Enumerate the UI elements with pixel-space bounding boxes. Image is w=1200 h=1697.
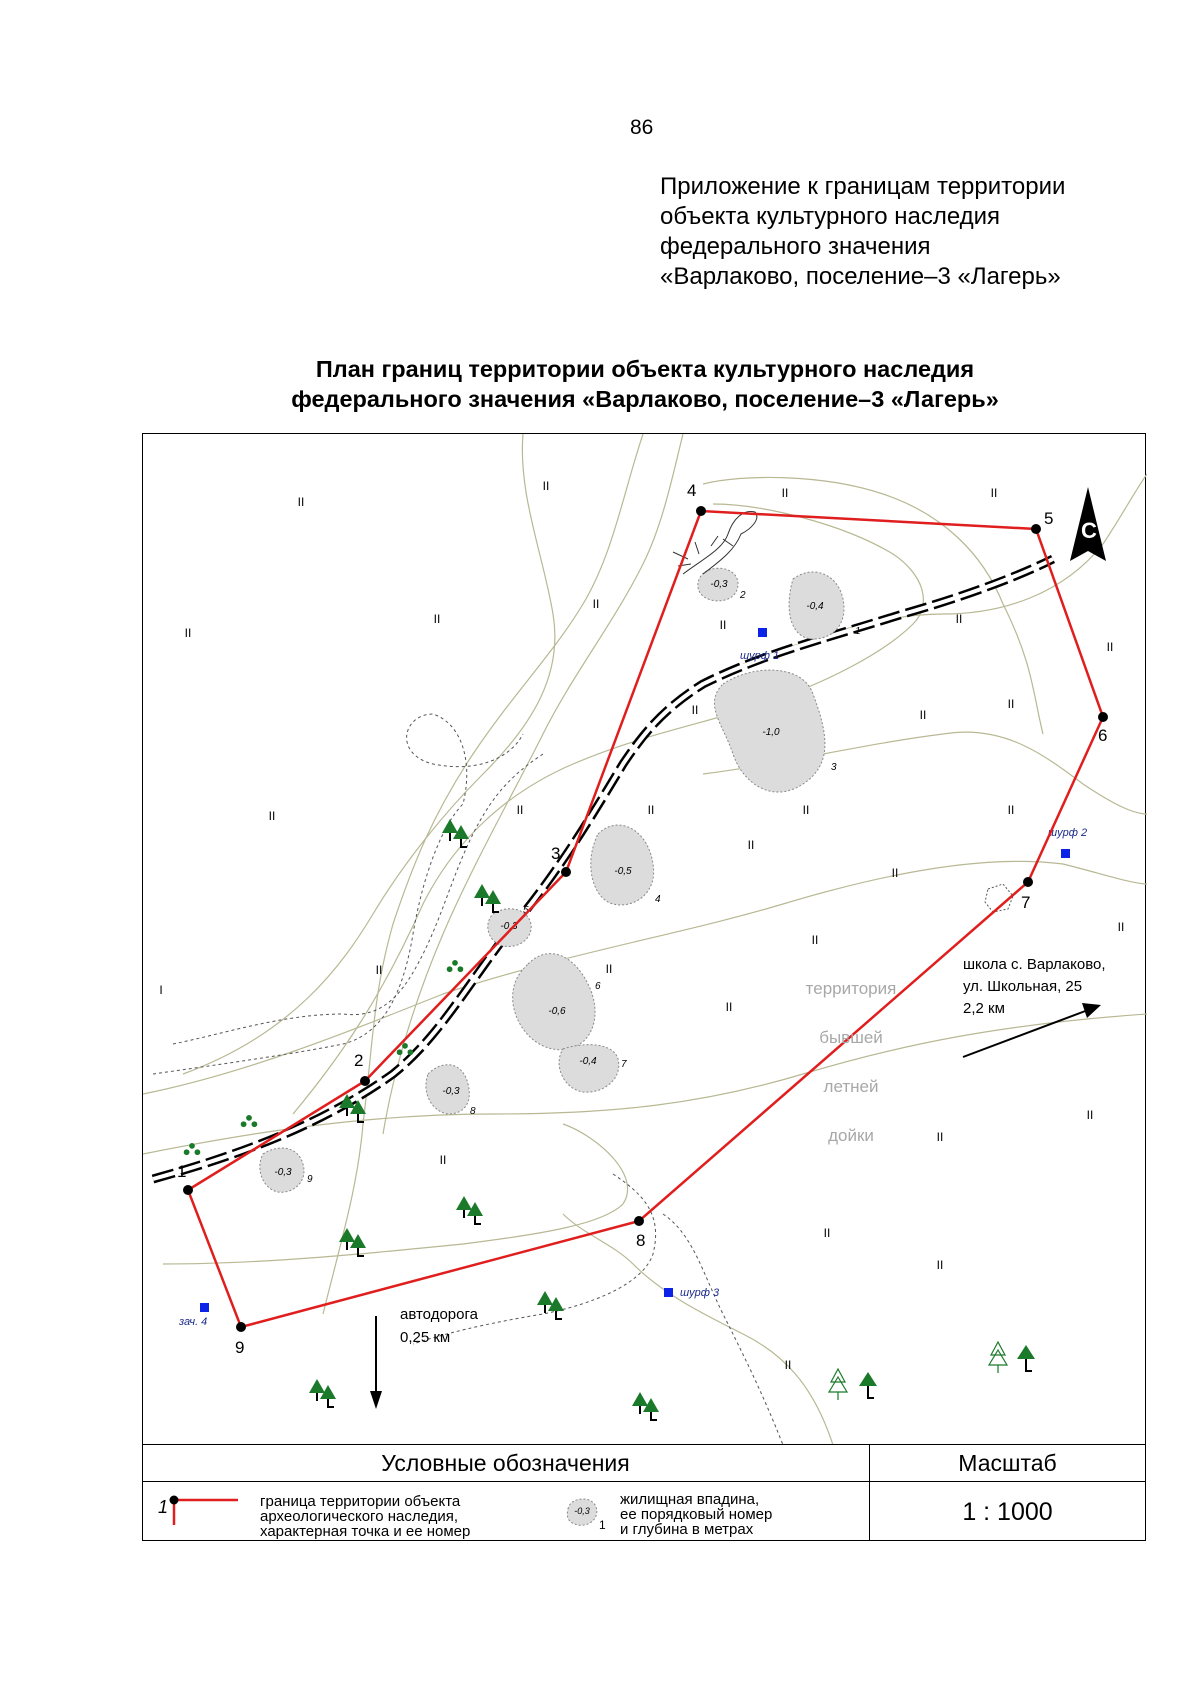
pit-depth: -0,4 xyxy=(579,1056,597,1067)
bush-icon xyxy=(447,960,464,972)
meadow-symbol: II xyxy=(936,1130,944,1144)
meadow-symbol: II xyxy=(811,933,819,947)
tree-icon xyxy=(632,1392,659,1421)
north-arrow-icon xyxy=(1070,487,1106,561)
tree-icon xyxy=(442,819,469,848)
meadow-symbol: II xyxy=(433,612,441,626)
meadow-symbol: II xyxy=(268,809,276,823)
point-label: 7 xyxy=(1021,893,1031,912)
tree-icon xyxy=(1017,1345,1035,1359)
pit-depth: -0,3 xyxy=(710,579,728,590)
arrow-head-icon xyxy=(1082,1003,1101,1018)
boundary-legend-text: граница территории объекта археологического наследия, характерная точка и ее номер xyxy=(260,1493,471,1540)
meadow-symbol: II xyxy=(955,612,963,626)
pit-number: 5 xyxy=(523,905,529,916)
meadow-symbol: II xyxy=(439,1153,447,1167)
appendix-line: объекта культурного наследия xyxy=(660,203,1001,230)
pit-4 xyxy=(591,825,654,905)
conifer-icon xyxy=(989,1342,1007,1373)
pit-6 xyxy=(513,954,595,1050)
meadow-symbol: II xyxy=(784,1358,792,1372)
point-label: 2 xyxy=(354,1051,364,1070)
bush-icon xyxy=(184,1143,201,1155)
svg-text:летней: летней xyxy=(823,1077,879,1096)
school-direction xyxy=(963,956,1106,1057)
pit-legend-number: 1 xyxy=(599,1518,606,1532)
meadow-symbol: II xyxy=(781,486,789,500)
appendix-line: Приложение к границам территории xyxy=(660,173,1066,200)
test-pit-label: зач. 4 xyxy=(179,1316,208,1328)
tree-icon xyxy=(456,1196,483,1225)
meadow-symbol: II xyxy=(297,495,305,509)
pit-legend-text: жилищная впадина, ее порядковый номер и глубина в метрах xyxy=(620,1491,773,1538)
pit-depth: -0,4 xyxy=(806,601,824,612)
svg-text:ул. Школьная, 25: ул. Школьная, 25 xyxy=(963,978,1083,995)
test-pit-marker xyxy=(200,1303,209,1312)
meadow-symbol: II xyxy=(647,803,655,817)
meadow-symbol: II xyxy=(1106,640,1114,654)
meadow-symbol: II xyxy=(542,479,550,493)
meadow-symbol: II xyxy=(605,962,613,976)
boundary-points xyxy=(183,506,1108,1332)
tree-icon xyxy=(859,1372,877,1386)
appendix-line: «Варлаково, поселение–3 «Лагерь» xyxy=(660,263,1061,290)
meadow-symbol: II xyxy=(1007,697,1015,711)
pit-legend-icon xyxy=(562,1493,612,1533)
pit-7 xyxy=(559,1045,619,1093)
meadow-symbol: II xyxy=(936,1258,944,1272)
svg-text:0,25 км: 0,25 км xyxy=(400,1329,451,1346)
meadow-symbol: II xyxy=(802,803,810,817)
boundary-polygon xyxy=(188,511,1103,1327)
test-pit-label: шурф 3 xyxy=(680,1287,720,1299)
test-pit-marker xyxy=(664,1288,673,1297)
svg-text:территория: территория xyxy=(805,979,897,998)
point-label: 9 xyxy=(235,1338,245,1357)
page-number: 86 xyxy=(630,116,654,139)
pit-number: 8 xyxy=(470,1106,476,1117)
pit-depth: -0,5 xyxy=(614,866,632,877)
meadow-symbol: II xyxy=(725,1000,733,1014)
trail-lines xyxy=(153,714,783,1445)
pit-legend-depth: -0,3 xyxy=(574,1506,590,1516)
meadow-symbol: II xyxy=(375,963,383,977)
test-pit-marker xyxy=(1061,849,1070,858)
meadow-symbol: II xyxy=(516,803,524,817)
scale-title: Масштаб xyxy=(870,1445,1145,1482)
point-label: 3 xyxy=(551,844,561,863)
plan-title xyxy=(0,354,1200,414)
svg-text:2,2 км: 2,2 км xyxy=(963,1000,1005,1017)
pit-depth: -0,3 xyxy=(500,921,518,932)
meadow-symbol: II xyxy=(1007,803,1015,817)
appendix-note xyxy=(660,172,1160,292)
pit-number: 6 xyxy=(595,981,601,992)
plan-title-line-2: федерального значения «Варлаково, поселение–3 «Лагерь» xyxy=(291,386,999,412)
test-pit-marker xyxy=(758,628,767,637)
pit-number: 4 xyxy=(655,894,661,905)
pit-depth: -0,3 xyxy=(442,1086,460,1097)
point-label: 1 xyxy=(177,1162,187,1181)
point-label: 4 xyxy=(687,481,697,500)
ravine xyxy=(673,511,757,574)
scale-value: 1 : 1000 xyxy=(962,1498,1053,1526)
bush-icon xyxy=(241,1115,258,1127)
meadow-symbol: II xyxy=(592,597,600,611)
legend-title: Условные обозначения xyxy=(142,1445,869,1482)
pit-depth: -1,0 xyxy=(762,727,780,738)
svg-text:школа с. Варлаково,: школа с. Варлаково, xyxy=(963,956,1106,973)
map-frame xyxy=(142,433,1146,1541)
meadow-symbol: II xyxy=(719,618,727,632)
meadow-symbol: II xyxy=(184,626,192,640)
map-canvas xyxy=(143,434,1147,1445)
conifer-icon xyxy=(829,1369,847,1400)
tree-icon xyxy=(474,884,501,913)
meadow-symbol: II xyxy=(691,703,699,717)
pit-depth: -0,6 xyxy=(548,1006,566,1017)
pit-number: 9 xyxy=(307,1174,313,1185)
pit-number: 3 xyxy=(831,762,837,773)
school-arrow xyxy=(963,1010,1088,1057)
svg-text:дойки: дойки xyxy=(828,1126,874,1145)
pit-depth: -0,3 xyxy=(274,1167,292,1178)
test-pit-label: шурф 1 xyxy=(740,650,780,662)
svg-text:автодорога: автодорога xyxy=(400,1306,478,1323)
meadow-symbol: II xyxy=(1117,920,1125,934)
boundary-legend-number: 1 xyxy=(158,1497,169,1517)
point-label: 6 xyxy=(1098,726,1108,745)
plan-title-line-1: План границ территории объекта культурного наследия xyxy=(315,356,975,382)
pit-number: 2 xyxy=(740,590,746,601)
point-label: 8 xyxy=(636,1231,646,1250)
meadow-symbol: II xyxy=(1086,1108,1094,1122)
arrow-head-icon xyxy=(370,1391,382,1409)
pit-number: 1 xyxy=(855,626,861,637)
meadow-symbol: II xyxy=(891,866,899,880)
north-letter: С xyxy=(1081,518,1097,543)
svg-text:бывшей: бывшей xyxy=(819,1028,883,1047)
meadow-symbol: II xyxy=(747,838,755,852)
test-pit-label: шурф 2 xyxy=(1048,827,1088,839)
point-label: 5 xyxy=(1044,509,1054,528)
tree-icon xyxy=(309,1379,336,1408)
meadow-symbol-single: I xyxy=(159,983,163,997)
pit-number: 7 xyxy=(621,1059,627,1070)
territory-label xyxy=(806,979,897,1145)
road-direction xyxy=(370,1306,479,1409)
meadow-symbol: II xyxy=(823,1226,831,1240)
tree-icon xyxy=(537,1291,564,1320)
appendix-line: федерального значения xyxy=(660,233,931,260)
meadow-symbol: II xyxy=(990,486,998,500)
meadow-symbol: II xyxy=(919,708,927,722)
legend-table xyxy=(142,1444,1146,1541)
boundary-legend-icon xyxy=(152,1491,252,1531)
